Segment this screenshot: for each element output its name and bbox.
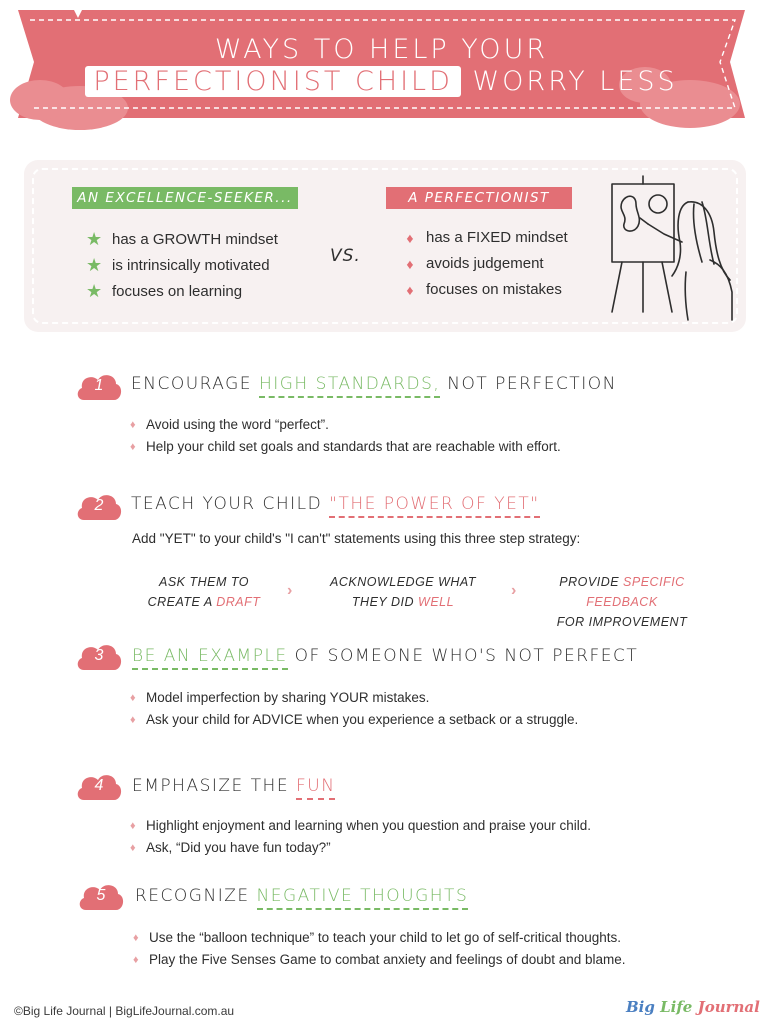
diamond-icon: ♦ — [130, 713, 136, 726]
section-5-title: RECOGNIZE NEGATIVE THOUGHTS — [135, 886, 468, 906]
copyright-footer: ©Big Life Journal | BigLifeJournal.com.au — [14, 1004, 235, 1018]
chevron-right-icon: › — [287, 582, 293, 599]
excellence-seeker-tag: AN EXCELLENCE-SEEKER... — [72, 187, 298, 209]
diamond-icon: ♦ — [406, 229, 414, 246]
perfectionist-trait: ♦ focuses on mistakes — [400, 281, 562, 298]
excellence-trait: ★ is intrinsically motivated — [86, 255, 270, 275]
title-banner — [0, 0, 763, 130]
diamond-icon: ♦ — [133, 931, 139, 944]
excellence-trait: ★ has a GROWTH mindset — [86, 229, 278, 249]
banner-title-line1: WAYS TO HELP YOUR — [214, 34, 549, 65]
list-item: ♦ Avoid using the word “perfect”. — [130, 417, 329, 432]
diamond-icon: ♦ — [130, 691, 136, 704]
strategy-step-3: PROVIDE SPECIFIC FEEDBACK FOR IMPROVEMENT — [556, 575, 688, 629]
star-icon: ★ — [86, 281, 103, 301]
diamond-icon: ♦ — [130, 440, 136, 453]
list-item: ♦ Help your child set goals and standards that are reachable with effort. — [130, 439, 561, 454]
number-5: 5 — [96, 887, 106, 904]
versus-label: VS. — [330, 246, 361, 266]
diamond-icon: ♦ — [130, 819, 136, 832]
girl-painting-illustration — [592, 172, 742, 322]
strategy-step-1: ASK THEM TO CREATE A DRAFT — [147, 575, 261, 609]
strategy-step-2: ACKNOWLEDGE WHAT THEY DID WELL — [330, 575, 476, 609]
banner-title-line2 — [0, 66, 763, 97]
diamond-icon: ♦ — [406, 281, 414, 298]
strategy-intro: Add "YET" to your child's "I can't" statements using this three step strategy: — [132, 531, 581, 546]
section-4-title: EMPHASIZE THE FUN — [132, 776, 335, 796]
diamond-icon: ♦ — [406, 255, 414, 272]
banner-title-rest: WORRY LESS — [472, 66, 678, 97]
section-3-title: BE AN EXAMPLE OF SOMEONE WHO'S NOT PERFECT — [132, 646, 638, 666]
perfectionist-tag: A PERFECTIONIST — [386, 187, 572, 209]
section-2-title: TEACH YOUR CHILD "THE POWER OF YET" — [131, 494, 540, 514]
star-icon: ★ — [86, 255, 103, 275]
number-1: 1 — [94, 377, 104, 394]
diamond-icon: ♦ — [133, 953, 139, 966]
star-icon: ★ — [86, 229, 103, 249]
diamond-icon: ♦ — [130, 418, 136, 431]
banner-highlight: PERFECTIONIST CHILD — [85, 66, 461, 97]
big-life-journal-logo[interactable]: Big Life Journal — [626, 998, 760, 1016]
diamond-icon: ♦ — [130, 841, 136, 854]
list-item: ♦ Ask your child for ADVICE when you experience a setback or a struggle. — [130, 712, 579, 727]
list-item: ♦ Model imperfection by sharing YOUR mistakes. — [130, 690, 430, 705]
excellence-trait: ★ focuses on learning — [86, 281, 243, 301]
number-4: 4 — [94, 777, 104, 794]
section-1-title: ENCOURAGE HIGH STANDARDS, NOT PERFECTION — [131, 374, 617, 394]
list-item: ♦ Ask, “Did you have fun today?” — [130, 840, 331, 855]
number-3: 3 — [94, 647, 104, 664]
number-2: 2 — [94, 497, 104, 514]
chevron-right-icon: › — [511, 582, 517, 599]
list-item: ♦ Highlight enjoyment and learning when you question and praise your child. — [130, 818, 592, 833]
perfectionist-trait: ♦ avoids judgement — [400, 255, 544, 272]
perfectionist-trait: ♦ has a FIXED mindset — [400, 229, 568, 246]
list-item: ♦ Use the “balloon technique” to teach your child to let go of self-critical thoughts. — [133, 930, 622, 945]
list-item: ♦ Play the Five Senses Game to combat anxiety and feelings of doubt and blame. — [133, 952, 626, 967]
